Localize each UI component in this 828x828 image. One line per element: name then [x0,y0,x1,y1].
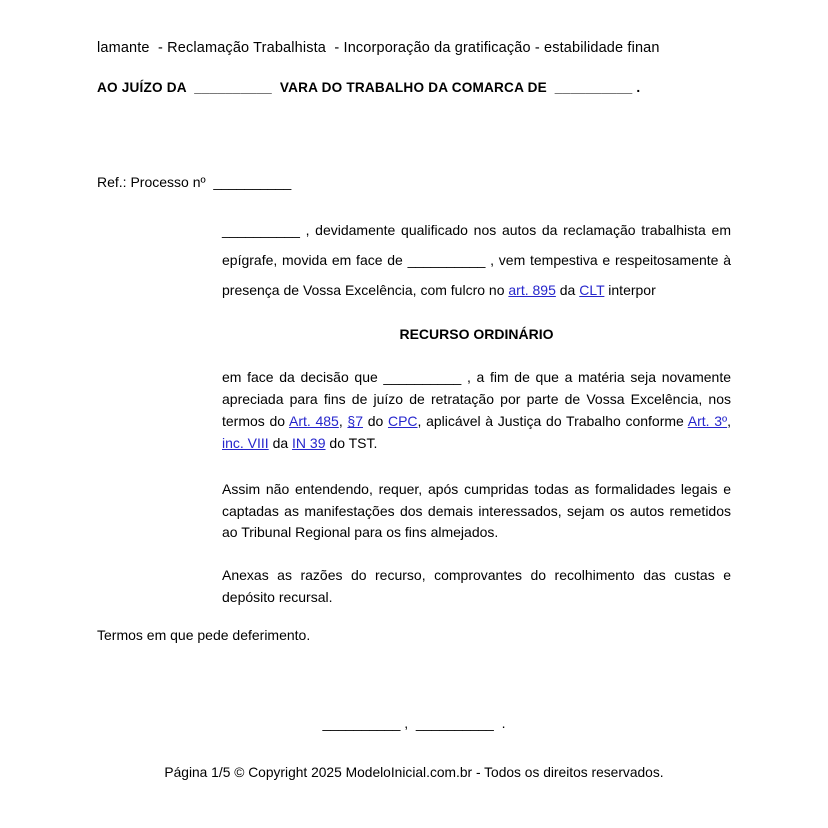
link-cpc[interactable]: CPC [387,413,418,429]
text-segment: , [338,413,348,429]
text-segment: do TST. [325,435,378,451]
text-segment: da [268,435,293,451]
opening-paragraph [222,215,731,305]
link-art-895[interactable]: art. 895 [508,282,556,298]
closing-line: Termos em que pede deferimento. [97,627,311,643]
text-segment: em face da decisão que __________ , a fim de que a matéria seja novamente apreciada para fins de juízo de retratação por parte de Vossa Excelência, nos termos do [222,369,731,429]
link-in-39[interactable]: IN 39 [292,435,326,451]
link-inc-viii[interactable]: inc. VIII [222,435,269,451]
addressee-line: AO JUÍZO DA __________ VARA DO TRABALHO DA COMARCA DE __________ . [97,80,641,95]
attachments-paragraph: Anexas as razões do recurso, comprovantes do recolhimento das custas e depósito recursal. [222,567,731,605]
text-segment: do [363,413,388,429]
process-reference-line: Ref.: Processo nº __________ [97,174,292,190]
page-footer: Página 1/5 © Copyright 2025 ModeloInicial.com.br - Todos os direitos reservados. [164,765,664,780]
document-title-line: lamante - Reclamação Trabalhista - Incorporação da gratificação - estabilidade finan [97,41,660,56]
text-segment: interpor [604,282,656,298]
link-art-485[interactable]: Art. 485 [288,413,339,429]
link-art-3[interactable]: Art. 3º [687,413,728,429]
text-segment: __________ , devidamente qualificado nos autos da reclamação trabalhista em epígrafe, movida em face de __________ , vem tempestiva e respeitosamente à presença de Vossa Excelência, com fulcro no [222,222,731,298]
link-paragraph-7[interactable]: §7 [347,413,363,429]
request-paragraph: Assim não entendendo, requer, após cumpridas todas as formalidades legais e captadas as manifestações dos demais interessados, sejam os autos remetidos ao Tribunal Regional para os fins almejados. [222,481,731,540]
text-segment: , [727,413,732,429]
decision-paragraph [222,366,731,454]
link-clt[interactable]: CLT [579,282,605,298]
signature-blank-line: __________ , __________ . [322,715,506,731]
text-segment: , aplicável à Justiça do Trabalho conforme [417,413,688,429]
recourse-heading: RECURSO ORDINÁRIO [399,326,554,342]
text-segment: da [555,282,580,298]
